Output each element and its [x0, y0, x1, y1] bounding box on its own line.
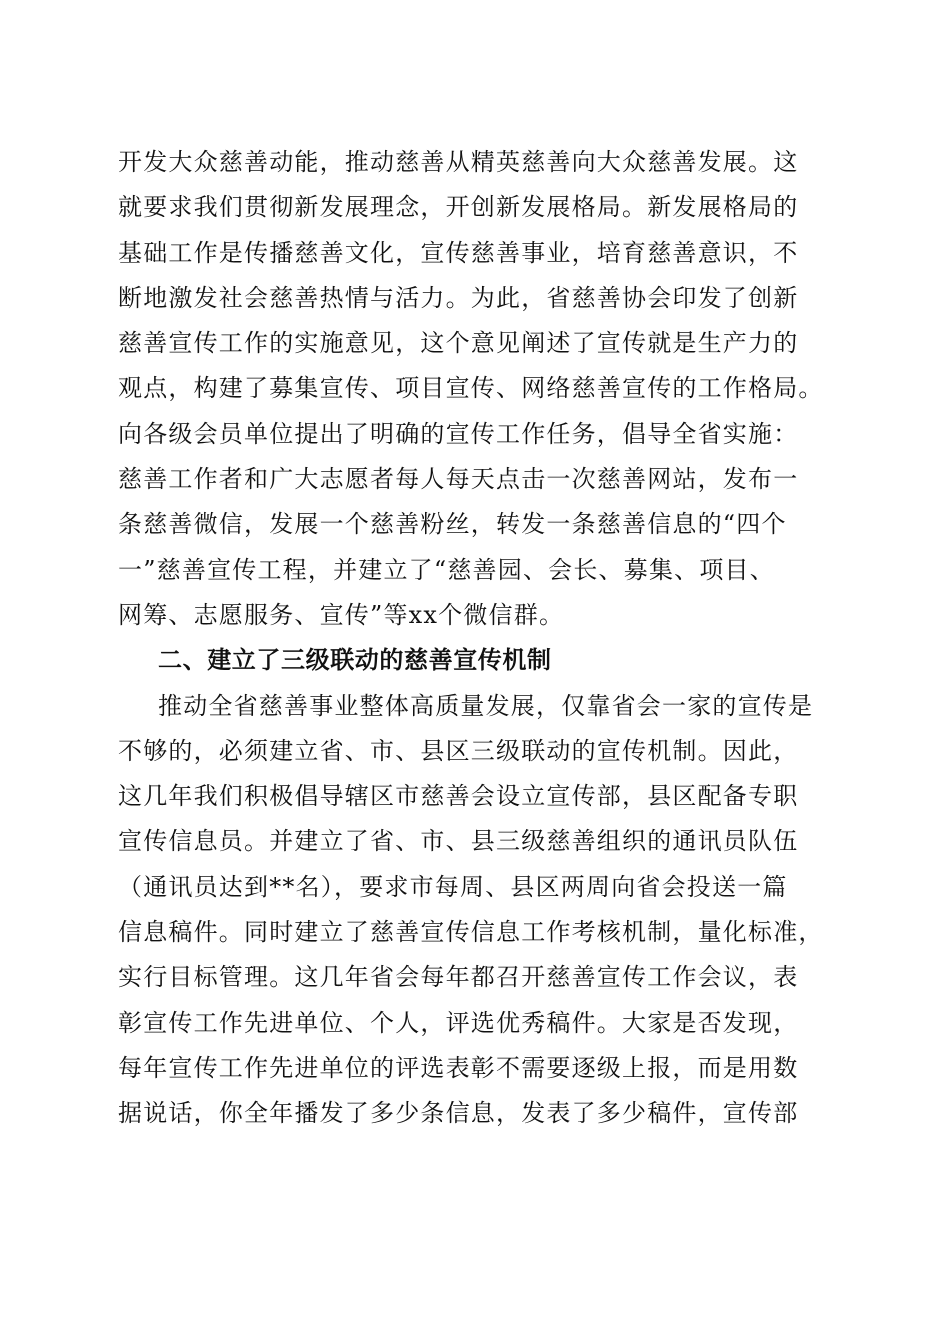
document-body: [118, 140, 838, 1137]
body-line: 宣传信息员。并建立了省、市、县三级慈善组织的通讯员队伍: [118, 827, 799, 856]
body-line: 信息稿件。同时建立了慈善宣传信息工作考核机制，量化标准，: [118, 918, 824, 947]
body-line: 向各级会员单位提出了明确的宣传工作任务，倡导全省实施：: [118, 419, 799, 448]
body-line: 这几年我们积极倡导辖区市慈善会设立宣传部，县区配备专职: [118, 782, 799, 811]
body-line: 网筹、志愿服务、宣传”等xx个微信群。: [118, 600, 565, 629]
body-line: 慈善宣传工作的实施意见，这个意见阐述了宣传就是生产力的: [118, 329, 799, 358]
body-line: 就要求我们贯彻新发展理念，开创新发展格局。新发展格局的: [118, 193, 799, 222]
body-line: 彰宣传工作先进单位、个人，评选优秀稿件。大家是否发现，: [118, 1008, 799, 1037]
body-line: 不够的，必须建立省、市、县区三级联动的宣传机制。因此，: [118, 736, 799, 765]
body-line: 观点，构建了募集宣传、项目宣传、网络慈善宣传的工作格局。: [118, 374, 824, 403]
body-line: 基础工作是传播慈善文化，宣传慈善事业，培育慈善意识，不: [118, 238, 799, 267]
body-line: 慈善工作者和广大志愿者每人每天点击一次慈善网站，发布一: [118, 465, 799, 494]
section-heading: 二、建立了三级联动的慈善宣传机制: [158, 646, 552, 675]
body-line: 开发大众慈善动能，推动慈善从精英慈善向大众慈善发展。这: [118, 148, 799, 176]
body-line: 每年宣传工作先进单位的评选表彰不需要逐级上报，而是用数: [118, 1053, 799, 1082]
body-line: （通讯员达到**名），要求市每周、县区两周向省会投送一篇: [118, 872, 788, 901]
body-line: 条慈善微信，发展一个慈善粉丝，转发一条慈善信息的“四个: [118, 510, 787, 539]
body-line: 据说话，你全年播发了多少条信息，发表了多少稿件，宣传部: [118, 1099, 799, 1128]
body-line: 实行目标管理。这几年省会每年都召开慈善宣传工作会议，表: [118, 963, 799, 992]
body-line: 推动全省慈善事业整体高质量发展，仅靠省会一家的宣传是: [158, 691, 814, 720]
body-line: 断地激发社会慈善热情与活力。为此，省慈善协会印发了创新: [118, 283, 799, 312]
body-line: 一”慈善宣传工程，并建立了“慈善园、会长、募集、项目、: [118, 555, 775, 584]
